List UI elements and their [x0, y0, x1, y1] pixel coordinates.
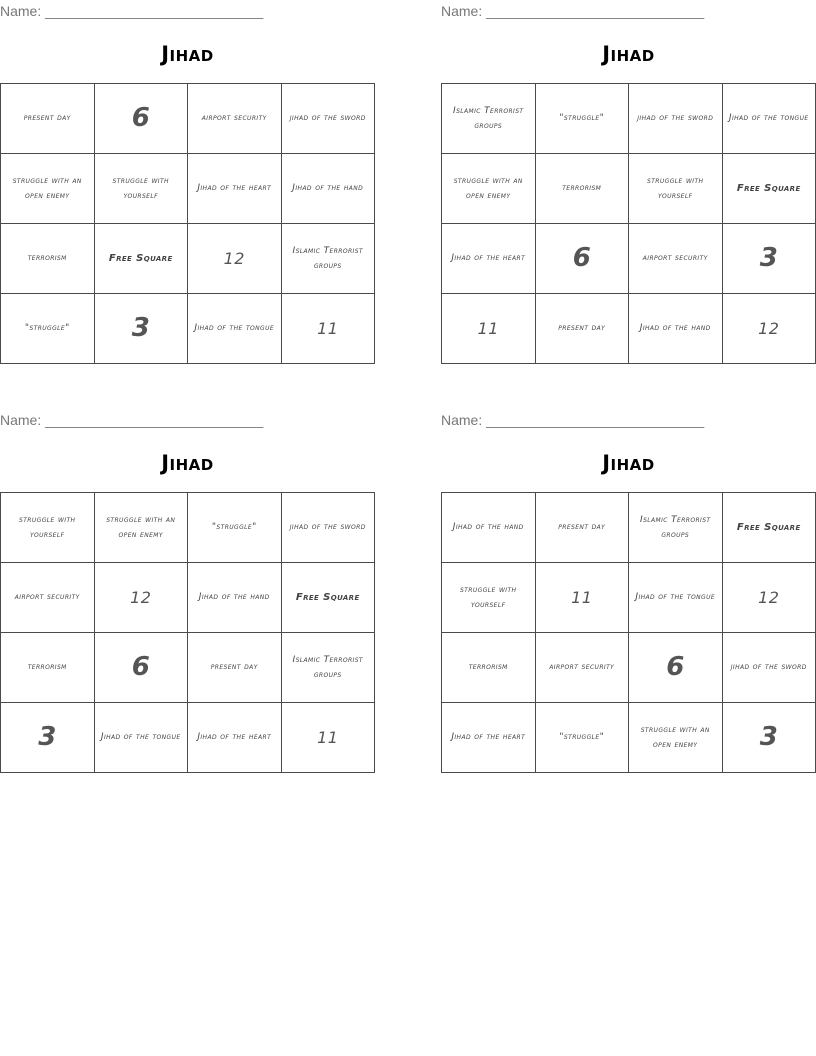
name-field[interactable]: Name: ____________________________: [0, 3, 264, 19]
bingo-cell[interactable]: 6: [94, 84, 188, 154]
bingo-grid: [441, 83, 816, 364]
bingo-cell[interactable]: struggle with an open enemy: [94, 493, 188, 563]
bingo-cell[interactable]: 6: [94, 633, 188, 703]
bingo-card-4: [441, 409, 816, 784]
bingo-cell[interactable]: Islamic Terrorist groups: [629, 493, 723, 563]
bingo-cell[interactable]: struggle with an open enemy: [1, 154, 95, 224]
bingo-cell[interactable]: present day: [188, 633, 282, 703]
card-title: Jihad: [602, 451, 655, 475]
bingo-cell[interactable]: airport security: [535, 633, 629, 703]
bingo-cell[interactable]: 11: [281, 294, 375, 364]
bingo-cell[interactable]: struggle with an open enemy: [629, 703, 723, 773]
bingo-grid: [441, 492, 816, 773]
free-square-cell[interactable]: Free Square: [722, 154, 816, 224]
bingo-cell[interactable]: terrorism: [535, 154, 629, 224]
bingo-cell[interactable]: 11: [535, 563, 629, 633]
name-field[interactable]: Name: ____________________________: [441, 412, 705, 428]
name-field[interactable]: Name: ____________________________: [0, 412, 264, 428]
bingo-cell[interactable]: Jihad of the heart: [442, 703, 536, 773]
bingo-cell[interactable]: 3: [94, 294, 188, 364]
bingo-cell[interactable]: terrorism: [1, 224, 95, 294]
bingo-cell[interactable]: Jihad of the hand: [188, 563, 282, 633]
free-square-cell[interactable]: Free Square: [94, 224, 188, 294]
bingo-cell[interactable]: Jihad of the hand: [442, 493, 536, 563]
bingo-cell[interactable]: Jihad of the hand: [629, 294, 723, 364]
bingo-cell[interactable]: "struggle": [188, 493, 282, 563]
bingo-cell[interactable]: terrorism: [1, 633, 95, 703]
bingo-cell[interactable]: struggle with yourself: [1, 493, 95, 563]
bingo-cell[interactable]: Islamic Terrorist groups: [281, 224, 375, 294]
bingo-cell[interactable]: Jihad of the tongue: [94, 703, 188, 773]
bingo-cell[interactable]: jihad of the sword: [281, 493, 375, 563]
bingo-cell[interactable]: jihad of the sword: [629, 84, 723, 154]
bingo-cell[interactable]: struggle with yourself: [629, 154, 723, 224]
bingo-cell[interactable]: 3: [722, 224, 816, 294]
bingo-cell[interactable]: 3: [722, 703, 816, 773]
bingo-cell[interactable]: "struggle": [535, 84, 629, 154]
card-title: Jihad: [161, 451, 214, 475]
bingo-grid: [0, 83, 375, 364]
bingo-cell[interactable]: jihad of the sword: [722, 633, 816, 703]
bingo-cell[interactable]: airport security: [1, 563, 95, 633]
free-square-cell[interactable]: Free Square: [722, 493, 816, 563]
bingo-cell[interactable]: 12: [722, 563, 816, 633]
bingo-cell[interactable]: 12: [722, 294, 816, 364]
bingo-cell[interactable]: Jihad of the tongue: [722, 84, 816, 154]
bingo-cell[interactable]: airport security: [188, 84, 282, 154]
bingo-cell[interactable]: "struggle": [535, 703, 629, 773]
bingo-cell[interactable]: struggle with an open enemy: [442, 154, 536, 224]
bingo-cell[interactable]: 6: [629, 633, 723, 703]
bingo-cell[interactable]: jihad of the sword: [281, 84, 375, 154]
bingo-cell[interactable]: struggle with yourself: [94, 154, 188, 224]
bingo-card-3: [0, 409, 375, 784]
bingo-cell[interactable]: 11: [281, 703, 375, 773]
bingo-cell[interactable]: 6: [535, 224, 629, 294]
bingo-cell[interactable]: Islamic Terrorist groups: [442, 84, 536, 154]
bingo-cell[interactable]: 12: [188, 224, 282, 294]
bingo-cell[interactable]: Jihad of the heart: [188, 703, 282, 773]
bingo-card-2: [441, 0, 816, 375]
bingo-cell[interactable]: struggle with yourself: [442, 563, 536, 633]
bingo-cell[interactable]: airport security: [629, 224, 723, 294]
bingo-cell[interactable]: present day: [1, 84, 95, 154]
bingo-cell[interactable]: "struggle": [1, 294, 95, 364]
bingo-cell[interactable]: present day: [535, 294, 629, 364]
bingo-cell[interactable]: Jihad of the heart: [442, 224, 536, 294]
bingo-cell[interactable]: Jihad of the tongue: [188, 294, 282, 364]
bingo-cell[interactable]: Jihad of the heart: [188, 154, 282, 224]
bingo-cell[interactable]: Jihad of the tongue: [629, 563, 723, 633]
bingo-cell[interactable]: Islamic Terrorist groups: [281, 633, 375, 703]
bingo-cell[interactable]: 11: [442, 294, 536, 364]
name-field[interactable]: Name: ____________________________: [441, 3, 705, 19]
bingo-cell[interactable]: 12: [94, 563, 188, 633]
bingo-card-1: [0, 0, 375, 375]
card-title: Jihad: [161, 42, 214, 66]
bingo-grid: [0, 492, 375, 773]
bingo-cell[interactable]: 3: [1, 703, 95, 773]
free-square-cell[interactable]: Free Square: [281, 563, 375, 633]
card-title: Jihad: [602, 42, 655, 66]
bingo-cell[interactable]: Jihad of the hand: [281, 154, 375, 224]
bingo-cell[interactable]: present day: [535, 493, 629, 563]
bingo-cell[interactable]: terrorism: [442, 633, 536, 703]
